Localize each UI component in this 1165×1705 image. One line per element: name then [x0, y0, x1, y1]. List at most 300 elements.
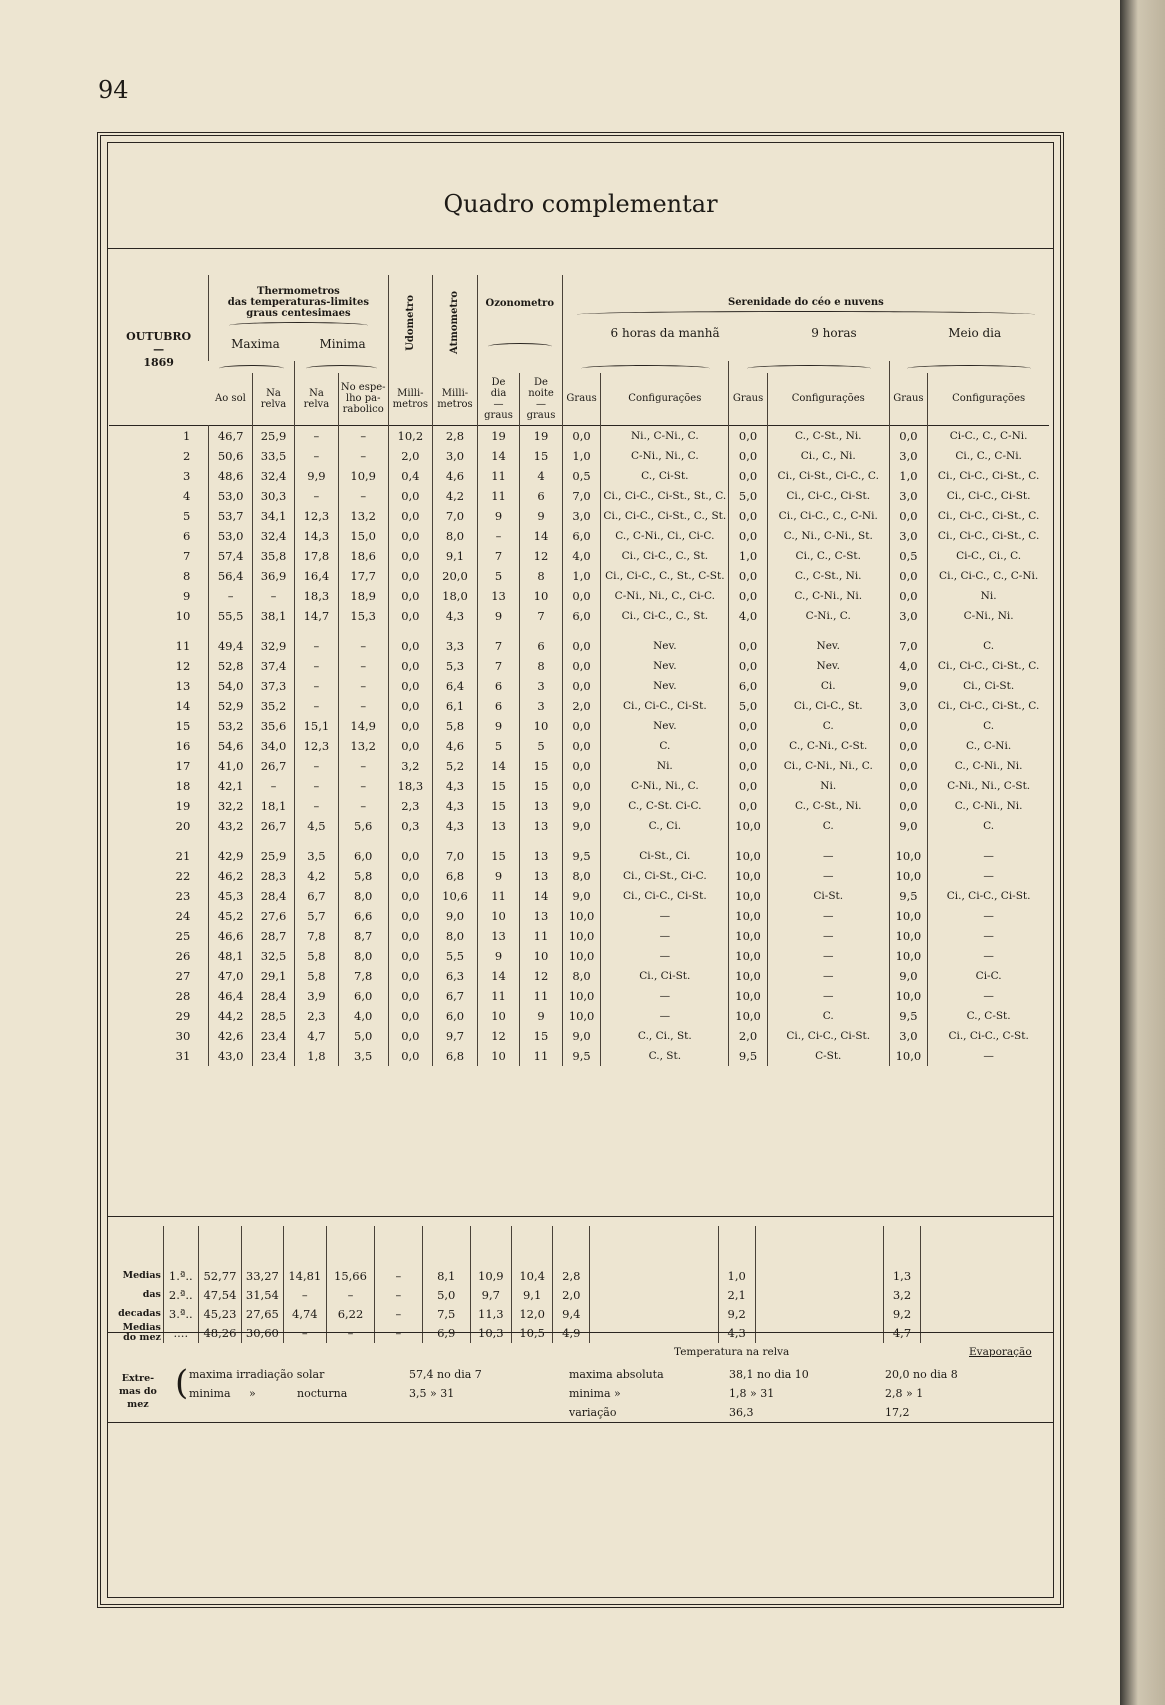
gap-cell — [601, 836, 729, 846]
day-number: 18 — [175, 778, 191, 793]
medias-label-line: decadas — [118, 1308, 161, 1319]
day-number: 14 — [175, 698, 191, 713]
table-cell: Nev. — [767, 656, 889, 676]
ext-line1-d: 38,1 no dia 10 — [729, 1368, 809, 1381]
table-cell: 10 — [520, 946, 562, 966]
table-cell: Nev. — [601, 636, 729, 656]
gap-cell — [729, 836, 768, 846]
table-cell: 7 — [477, 656, 519, 676]
table-cell: 0,0 — [729, 566, 768, 586]
table-cell: C. — [928, 716, 1049, 736]
table-cell: 15,66 — [327, 1266, 375, 1285]
table-cell: 0,0 — [388, 526, 433, 546]
day-number: 12 — [175, 658, 191, 673]
day-number: 21 — [175, 848, 191, 863]
table-cell: 13 — [477, 926, 519, 946]
table-cell: 17,7 — [338, 566, 388, 586]
table-cell: 9,0 — [433, 906, 478, 926]
decade-gap — [109, 836, 1049, 846]
table-cell: Ni. — [767, 776, 889, 796]
table-cell: 0,0 — [889, 566, 928, 586]
table-cell: Ci., Ci-C., Ci-St. — [928, 886, 1049, 906]
table-cell — [755, 1285, 883, 1304]
table-cell: Ci., Ci-C., Ci-St., C. — [928, 506, 1049, 526]
thermo-group-line: graus centesimaes — [246, 307, 351, 319]
day-number: 7 — [182, 548, 191, 563]
table-cell: 0,0 — [388, 546, 433, 566]
table-cell: C. — [601, 736, 729, 756]
table-cell: 38,1 — [253, 606, 295, 626]
spacer-cell — [590, 1226, 718, 1266]
table-cell: 11 — [477, 486, 519, 506]
table-cell: Ci., C., Ni. — [767, 446, 889, 466]
maxima-header: Maxima — [231, 336, 280, 351]
day-number: 3 — [182, 468, 191, 483]
table-cell: 45,2 — [209, 906, 253, 926]
brace — [577, 311, 1035, 318]
table-cell: 3,0 — [889, 486, 928, 506]
table-cell: 15 — [520, 446, 562, 466]
hdr-line: De — [534, 376, 548, 388]
table-row — [109, 776, 1049, 796]
minima-header: Minima — [319, 336, 366, 351]
table-cell: C., Ni., C-Ni., St. — [767, 526, 889, 546]
table-cell: – — [295, 446, 339, 466]
table-cell: 42,6 — [209, 1026, 253, 1046]
table-cell: Ci., Ci-C., C., C-Ni. — [928, 566, 1049, 586]
table-cell: 9,7 — [433, 1026, 478, 1046]
table-cell: – — [338, 676, 388, 696]
h6-brace — [562, 361, 729, 373]
day-number: 2 — [182, 448, 191, 463]
table-cell: 54,6 — [209, 736, 253, 756]
table-frame — [97, 132, 1064, 1608]
table-cell: 11 — [520, 986, 562, 1006]
brace — [747, 365, 871, 372]
table-cell — [755, 1304, 883, 1323]
table-cell: 4,3 — [433, 816, 478, 836]
table-cell: – — [374, 1266, 422, 1285]
table-cell: 12 — [520, 546, 562, 566]
hdr-line: No espe- — [340, 382, 386, 394]
table-cell: 28,7 — [253, 926, 295, 946]
table-cell: 10,4 — [511, 1266, 552, 1285]
gap-cell — [477, 836, 519, 846]
table-cell: 0,0 — [729, 736, 768, 756]
hdr-line: graus — [484, 409, 513, 421]
day-number: 11 — [175, 638, 191, 653]
table-cell: 9,2 — [718, 1304, 755, 1323]
table-cell: 10,3 — [470, 1323, 511, 1343]
hdr-line: noite — [528, 387, 554, 399]
table-cell: 0,0 — [889, 506, 928, 526]
medias-label-line: do mez — [123, 1332, 161, 1343]
table-row — [109, 586, 1049, 606]
table-cell: 3,0 — [889, 606, 928, 626]
table-cell: 0,0 — [562, 656, 601, 676]
spacer-cell — [553, 1226, 590, 1266]
table-cell: 0,3 — [388, 816, 433, 836]
hdr-line: Na — [309, 387, 324, 399]
table-cell: 0,0 — [388, 506, 433, 526]
table-cell: — — [601, 946, 729, 966]
table-cell: 33,5 — [253, 446, 295, 466]
table-row — [109, 676, 1049, 696]
table-cell: 5,8 — [338, 866, 388, 886]
table-cell: C., C-St. — [928, 1006, 1049, 1026]
table-cell: 6,22 — [327, 1304, 375, 1323]
table-cell: 46,4 — [209, 986, 253, 1006]
table-row — [109, 986, 1049, 1006]
table-row — [109, 716, 1049, 736]
table-cell: 48,6 — [209, 466, 253, 486]
table-cell: 14,9 — [338, 716, 388, 736]
medias-label-line: Medias — [122, 1270, 161, 1281]
gap-cell — [562, 626, 601, 636]
gap-cell — [338, 836, 388, 846]
table-cell — [921, 1323, 1050, 1343]
table-cell: 9,5 — [729, 1046, 768, 1066]
table-cell: 0,0 — [729, 656, 768, 676]
table-cell: 18,3 — [388, 776, 433, 796]
brace — [229, 322, 368, 329]
ext-line2-e: 2,8 » 1 — [885, 1387, 924, 1400]
table-cell: 11 — [477, 466, 519, 486]
table-cell: 1,3 — [884, 1266, 921, 1285]
table-cell: 10 — [477, 1006, 519, 1026]
table-cell: 3 — [520, 696, 562, 716]
table-cell: 9,0 — [889, 676, 928, 696]
table-cell — [755, 1266, 883, 1285]
table-cell: 32,2 — [209, 796, 253, 816]
table-cell: Ci., Ci-St. — [928, 676, 1049, 696]
table-cell: 6,7 — [433, 986, 478, 1006]
table-cell: 4,0 — [562, 546, 601, 566]
table-cell: 25,9 — [253, 425, 295, 446]
table-cell: 14 — [520, 886, 562, 906]
ext-line2-a: minima — [189, 1387, 231, 1400]
table-cell: 48,1 — [209, 946, 253, 966]
table-cell: 8,0 — [338, 946, 388, 966]
table-cell: C. — [928, 636, 1049, 656]
table-cell: 6,0 — [562, 526, 601, 546]
table-cell: 0,0 — [889, 796, 928, 816]
title-rule — [107, 248, 1054, 249]
table-cell: 10,0 — [562, 986, 601, 1006]
table-cell: C., C-Ni., C-St. — [767, 736, 889, 756]
table-cell: 4,74 — [283, 1304, 327, 1323]
day-number: 15 — [175, 718, 191, 733]
table-cell: 30,3 — [253, 486, 295, 506]
table-cell: – — [477, 526, 519, 546]
table-cell: 10,0 — [729, 926, 768, 946]
table-cell: Ci-C. — [928, 966, 1049, 986]
config-9h-header: Configurações — [767, 373, 889, 425]
hdr-line: graus — [526, 409, 556, 421]
table-cell: 13 — [520, 866, 562, 886]
table-row — [109, 446, 1049, 466]
table-cell: Ci., Ci-C., Ci-St., C. — [928, 526, 1049, 546]
table-cell: 53,7 — [209, 506, 253, 526]
observations-table — [109, 275, 1049, 1066]
table-cell: 7,0 — [433, 846, 478, 866]
hdr-line: metros — [392, 398, 429, 410]
gap-cell — [109, 626, 209, 636]
ext-line2-a2: » — [249, 1387, 256, 1400]
table-cell: — — [767, 926, 889, 946]
table-cell: Ci-St. — [767, 886, 889, 906]
table-cell: 9,0 — [562, 796, 601, 816]
table-cell: — — [767, 846, 889, 866]
table-cell: 4,3 — [433, 796, 478, 816]
table-cell: 9 — [477, 506, 519, 526]
config-md-header: Configurações — [928, 373, 1049, 425]
table-cell — [755, 1323, 883, 1343]
table-cell: 0,0 — [729, 586, 768, 606]
table-cell: 0,0 — [388, 866, 433, 886]
table-cell: 8,1 — [422, 1266, 470, 1285]
table-cell: 8,0 — [433, 526, 478, 546]
table-cell: 2,3 — [295, 1006, 339, 1026]
table-cell: 29,1 — [253, 966, 295, 986]
table-cell: 13,2 — [338, 736, 388, 756]
table-cell: 13,2 — [338, 506, 388, 526]
table-cell: — — [767, 946, 889, 966]
gap-cell — [477, 626, 519, 636]
table-cell: 15 — [477, 846, 519, 866]
table-cell: — — [767, 866, 889, 886]
table-cell: 8 — [520, 656, 562, 676]
table-cell: 6,8 — [433, 1046, 478, 1066]
ozonometro-label: Ozonometro — [485, 298, 554, 309]
gap-cell — [295, 836, 339, 846]
table-cell: – — [338, 756, 388, 776]
table-cell: 28,5 — [253, 1006, 295, 1026]
table-cell: 5,5 — [433, 946, 478, 966]
table-cell: 0,0 — [729, 425, 768, 446]
table-cell: – — [338, 486, 388, 506]
table-cell: 0,0 — [388, 566, 433, 586]
table-cell: 34,1 — [253, 506, 295, 526]
table-cell: 35,6 — [253, 716, 295, 736]
table-cell: — — [928, 926, 1049, 946]
table-cell: 0,0 — [388, 716, 433, 736]
table-cell: 14 — [520, 526, 562, 546]
table-cell: C-St. — [767, 1046, 889, 1066]
table-cell: 3,0 — [889, 1026, 928, 1046]
table-cell: — — [601, 986, 729, 1006]
table-row — [109, 506, 1049, 526]
table-cell: 0,0 — [889, 736, 928, 756]
table-row — [109, 846, 1049, 866]
day-number: 20 — [175, 818, 191, 833]
table-cell: 0,4 — [388, 466, 433, 486]
table-cell: 0,0 — [388, 906, 433, 926]
table-cell: Ci., Ci-C., Ci-St. — [601, 886, 729, 906]
hdr-line: lho pa- — [345, 393, 381, 405]
table-cell: — — [928, 846, 1049, 866]
day-number: 16 — [175, 738, 191, 753]
table-cell: 10,0 — [729, 816, 768, 836]
day-number: 27 — [175, 968, 191, 983]
table-cell: 0,0 — [889, 756, 928, 776]
table-cell: 0,0 — [889, 716, 928, 736]
day-number: 9 — [182, 588, 191, 603]
table-cell: – — [338, 636, 388, 656]
table-cell: 0,0 — [388, 986, 433, 1006]
spacer-cell — [242, 1226, 283, 1266]
table-cell: 12,3 — [295, 736, 339, 756]
table-cell: 0,0 — [729, 446, 768, 466]
table-cell: 9,0 — [562, 1026, 601, 1046]
table-cell: 10,0 — [889, 926, 928, 946]
day-number: 24 — [175, 908, 191, 923]
table-cell: 56,4 — [209, 566, 253, 586]
table-cell: 53,0 — [209, 526, 253, 546]
table-cell: Ci., Ci-C., C., St. — [601, 546, 729, 566]
table-cell: 17,8 — [295, 546, 339, 566]
evaporacao-header: Evaporação — [969, 1346, 1032, 1358]
table-cell: 10,0 — [889, 986, 928, 1006]
gap-cell — [433, 836, 478, 846]
gap-cell — [209, 836, 253, 846]
atmometro-label: Atmometro — [449, 291, 461, 354]
table-cell: 15,3 — [338, 606, 388, 626]
table-cell: 10,0 — [562, 946, 601, 966]
spacer-cell — [884, 1226, 921, 1266]
hdr-line: — — [493, 398, 504, 410]
table-cell: 6,6 — [338, 906, 388, 926]
table-cell: 3,2 — [388, 756, 433, 776]
table-cell: 8,0 — [338, 886, 388, 906]
table-cell: 4,3 — [433, 776, 478, 796]
table-cell: 36,9 — [253, 566, 295, 586]
table-cell: – — [295, 756, 339, 776]
graus-9h-header: Graus — [729, 373, 768, 425]
thermo-group-header — [209, 275, 388, 361]
brace — [581, 365, 710, 372]
table-row — [109, 756, 1049, 776]
table-cell: 6 — [520, 636, 562, 656]
table-cell: 15 — [520, 1026, 562, 1046]
table-cell: 0,0 — [388, 846, 433, 866]
table-cell: – — [295, 425, 339, 446]
table-cell: 6,4 — [433, 676, 478, 696]
gap-cell — [928, 626, 1049, 636]
table-cell: 49,4 — [209, 636, 253, 656]
gap-cell — [729, 626, 768, 636]
table-cell: – — [327, 1323, 375, 1343]
table-row — [109, 1046, 1049, 1066]
table-cell: 9 — [520, 1006, 562, 1026]
table-cell: 25,9 — [253, 846, 295, 866]
gap-cell — [295, 626, 339, 636]
table-cell: 2,0 — [562, 696, 601, 716]
table-cell: 13 — [477, 816, 519, 836]
table-cell: 12 — [477, 1026, 519, 1046]
table-cell: 7,5 — [422, 1304, 470, 1323]
table-cell: Ci., Ci-C., Ci-St. — [601, 696, 729, 716]
table-cell: 34,0 — [253, 736, 295, 756]
table-cell: — — [601, 1006, 729, 1026]
gap-cell — [889, 626, 928, 636]
extremes-label — [119, 1372, 157, 1411]
gap-cell — [601, 626, 729, 636]
table-cell: 3,0 — [889, 526, 928, 546]
table-cell: 6,0 — [729, 676, 768, 696]
table-cell: 27,65 — [242, 1304, 283, 1323]
hdr-line: — — [535, 398, 546, 410]
medias-label-line: das — [142, 1289, 161, 1300]
table-cell: 10,0 — [729, 966, 768, 986]
table-cell: — — [928, 986, 1049, 1006]
table-cell: 13 — [520, 816, 562, 836]
table-cell: 10,0 — [889, 846, 928, 866]
table-row — [109, 926, 1049, 946]
hdr-line: Milli- — [441, 387, 469, 399]
table-cell: 0,0 — [388, 926, 433, 946]
table-cell: 10,0 — [729, 906, 768, 926]
table-cell — [921, 1304, 1050, 1323]
table-cell: Nev. — [767, 636, 889, 656]
table-cell: Ni., C-Ni., C. — [601, 425, 729, 446]
maxima-brace — [209, 361, 295, 373]
medias-table — [109, 1226, 1049, 1343]
table-cell: Ci-St., Ci. — [601, 846, 729, 866]
table-cell: 10,0 — [729, 846, 768, 866]
day-number: 29 — [175, 1008, 191, 1023]
table-cell: 0,0 — [388, 1046, 433, 1066]
spacer-cell — [718, 1226, 755, 1266]
table-cell: 27,6 — [253, 906, 295, 926]
table-cell: – — [209, 586, 253, 606]
table-row — [109, 966, 1049, 986]
table-cell: Ni. — [601, 756, 729, 776]
day-number: 1 — [182, 428, 191, 443]
table-cell: 3,2 — [884, 1285, 921, 1304]
table-cell: – — [338, 446, 388, 466]
graus-6h-header: Graus — [562, 373, 601, 425]
table-cell: 0,0 — [562, 636, 601, 656]
table-cell: Ci., Ci-St. — [601, 966, 729, 986]
table-cell: 4,9 — [553, 1323, 590, 1343]
table-cell: Ci., Ci-C., C., St. — [601, 606, 729, 626]
year-label: 1869 — [143, 356, 174, 370]
table-cell: C. — [767, 1006, 889, 1026]
day-number: 4 — [182, 488, 191, 503]
table-cell: C-Ni., C. — [767, 606, 889, 626]
table-cell: 10,5 — [511, 1323, 552, 1343]
table-cell: C., C-Ni., Ni. — [928, 756, 1049, 776]
table-cell: 7,8 — [295, 926, 339, 946]
graus-md-header: Graus — [889, 373, 928, 425]
table-row — [109, 425, 1049, 446]
gap-cell — [109, 836, 209, 846]
table-cell: 9,5 — [889, 886, 928, 906]
table-cell — [590, 1285, 718, 1304]
table-cell: 4,7 — [884, 1323, 921, 1343]
table-cell: 46,2 — [209, 866, 253, 886]
table-cell: C., C-St., Ni. — [767, 425, 889, 446]
medias-row — [109, 1266, 1049, 1285]
table-cell: 6 — [477, 676, 519, 696]
table-cell: 45,23 — [198, 1304, 242, 1323]
table-cell: 7,0 — [889, 636, 928, 656]
table-cell: C. — [767, 716, 889, 736]
table-cell: 2,1 — [718, 1285, 755, 1304]
table-cell: 28,4 — [253, 886, 295, 906]
gap-cell — [253, 626, 295, 636]
